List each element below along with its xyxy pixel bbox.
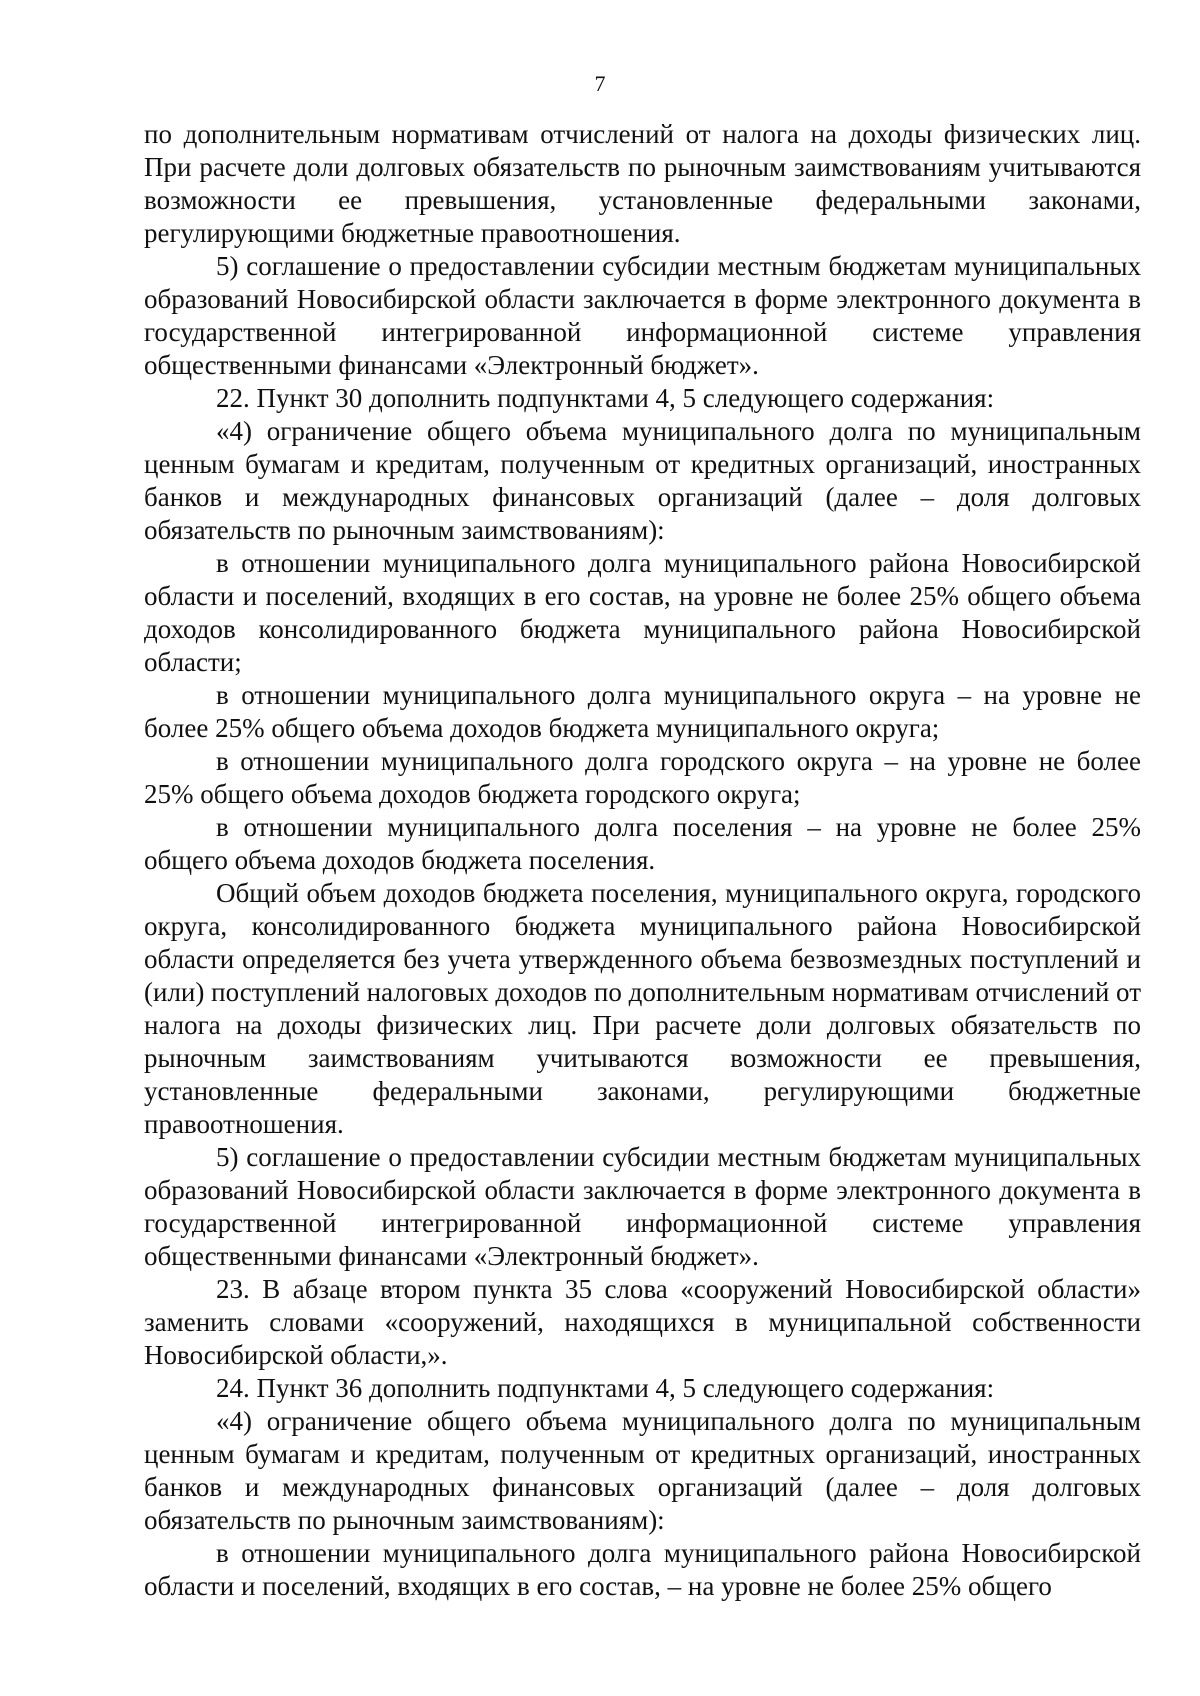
paragraph: в отношении муниципального долга муниципального округа – на уровне не более 25% общего объема доходов бюджета муниципального округа; [144,680,1141,743]
paragraph: в отношении муниципального долга муниципального района Новосибирской области и поселений, входящих в его состав, – на уровне не более 25% общего [144,1538,1141,1601]
paragraph: в отношении муниципального долга поселения – на уровне не более 25% общего объема доходов бюджета поселения. [144,812,1141,875]
paragraph: в отношении муниципального долга муниципального района Новосибирской области и поселений, входящих в его состав, на уровне не более 25% общего объема доходов консолидированного бюджета муниципального района Новосибирской области; [144,548,1141,677]
paragraph: Общий объем доходов бюджета поселения, муниципального округа, городского округа, консолидированного бюджета муниципального района Новосибирской области определяется без учета утвержденного объема безвозмездных поступлений и (или) поступлений налоговых доходов по дополнительным нормативам отчислений от налога на доходы физических лиц. При расчете доли долговых обязательств по рыночным заимствованиям учитываются возможности ее превышения, установленные федеральными законами, регулирующими бюджетные правоотношения. [144,878,1141,1139]
paragraph: 22. Пункт 30 дополнить подпунктами 4, 5 следующего содержания: [216,383,995,413]
paragraph: в отношении муниципального долга городского округа – на уровне не более 25% общего объема доходов бюджета городского округа; [144,746,1141,809]
paragraph: 5) соглашение о предоставлении субсидии местным бюджетам муниципальных образований Новосибирской области заключается в форме электронного документа в государственной интегрированной информационной системе управления общественными финансами «Электронный бюджет». [144,1142,1141,1271]
paragraph: 5) соглашение о предоставлении субсидии местным бюджетам муниципальных образований Новосибирской области заключается в форме электронного документа в государственной интегрированной информационной системе управления общественными финансами «Электронный бюджет». [144,251,1141,380]
paragraph: «4) ограничение общего объема муниципального долга по муниципальным ценным бумагам и кредитам, полученным от кредитных организаций, иностранных банков и международных финансовых организаций (далее – доля долговых обязательств по рыночным заимствованиям): [144,416,1141,545]
paragraph: по дополнительным нормативам отчислений от налога на доходы физических лиц. При расчете доли долговых обязательств по рыночным заимствованиям учитываются возможности ее превышения, установленные федеральными законами, регулирующими бюджетные правоотношения. [144,119,1141,248]
document-body [144,118,1141,1603]
paragraph: «4) ограничение общего объема муниципального долга по муниципальным ценным бумагам и кредитам, полученным от кредитных организаций, иностранных банков и международных финансовых организаций (далее – доля долговых обязательств по рыночным заимствованиям): [144,1406,1141,1535]
page-number: 7 [594,71,606,96]
paragraph: 23. В абзаце втором пункта 35 слова «сооружений Новосибирской области» заменить словами «сооружений, находящихся в муниципальной собственности Новосибирской области,». [144,1274,1141,1370]
paragraph: 24. Пункт 36 дополнить подпунктами 4, 5 следующего содержания: [216,1373,995,1403]
